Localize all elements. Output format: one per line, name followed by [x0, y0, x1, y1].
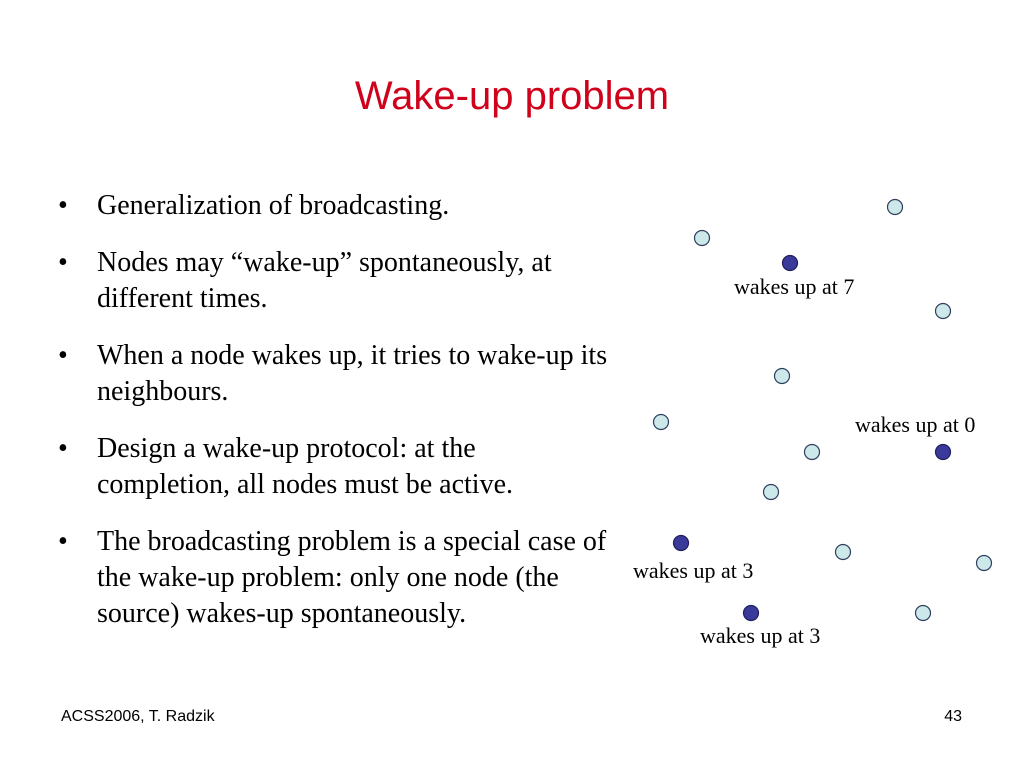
wake-time-label: wakes up at 0: [855, 412, 976, 437]
bullet-icon: •: [58, 433, 68, 464]
active-node: [674, 536, 689, 551]
inactive-node: [916, 606, 931, 621]
inactive-node: [836, 545, 851, 560]
inactive-node: [888, 200, 903, 215]
bullet-item: [52, 188, 612, 224]
bullet-list: [52, 188, 612, 653]
bullet-icon: •: [58, 190, 68, 221]
bullet-text: Nodes may “wake-up” spontaneously, at different times.: [97, 247, 552, 314]
active-node: [936, 445, 951, 460]
bullet-item: [52, 338, 612, 410]
bullet-text: Generalization of broadcasting.: [97, 190, 450, 221]
inactive-node: [977, 556, 992, 571]
bullet-text: When a node wakes up, it tries to wake-up its neighbours.: [97, 340, 608, 407]
inactive-node: [654, 415, 669, 430]
bullet-icon: •: [58, 526, 68, 557]
bullet-item: [52, 245, 612, 317]
inactive-node: [775, 369, 790, 384]
inactive-node: [764, 485, 779, 500]
footer-credit: ACSS2006, T. Radzik: [61, 708, 215, 725]
bullet-item: [52, 524, 612, 632]
bullet-icon: •: [58, 340, 68, 371]
active-node: [744, 606, 759, 621]
slide-title: Wake-up problem: [354, 74, 670, 118]
wake-time-label: wakes up at 3: [700, 623, 821, 648]
wake-time-label: wakes up at 3: [633, 558, 754, 583]
inactive-node: [936, 304, 951, 319]
page-number: 43: [944, 708, 962, 725]
active-node: [783, 256, 798, 271]
inactive-node: [805, 445, 820, 460]
bullet-icon: •: [58, 247, 68, 278]
wake-time-label: wakes up at 7: [734, 274, 855, 299]
bullet-item: [52, 431, 612, 503]
inactive-node: [695, 231, 710, 246]
network-diagram: [620, 180, 1024, 680]
bullet-text: The broadcasting problem is a special case of the wake-up problem: only one node (the source) wakes-up spontaneously.: [97, 526, 607, 629]
bullet-text: Design a wake-up protocol: at the completion, all nodes must be active.: [97, 433, 514, 500]
